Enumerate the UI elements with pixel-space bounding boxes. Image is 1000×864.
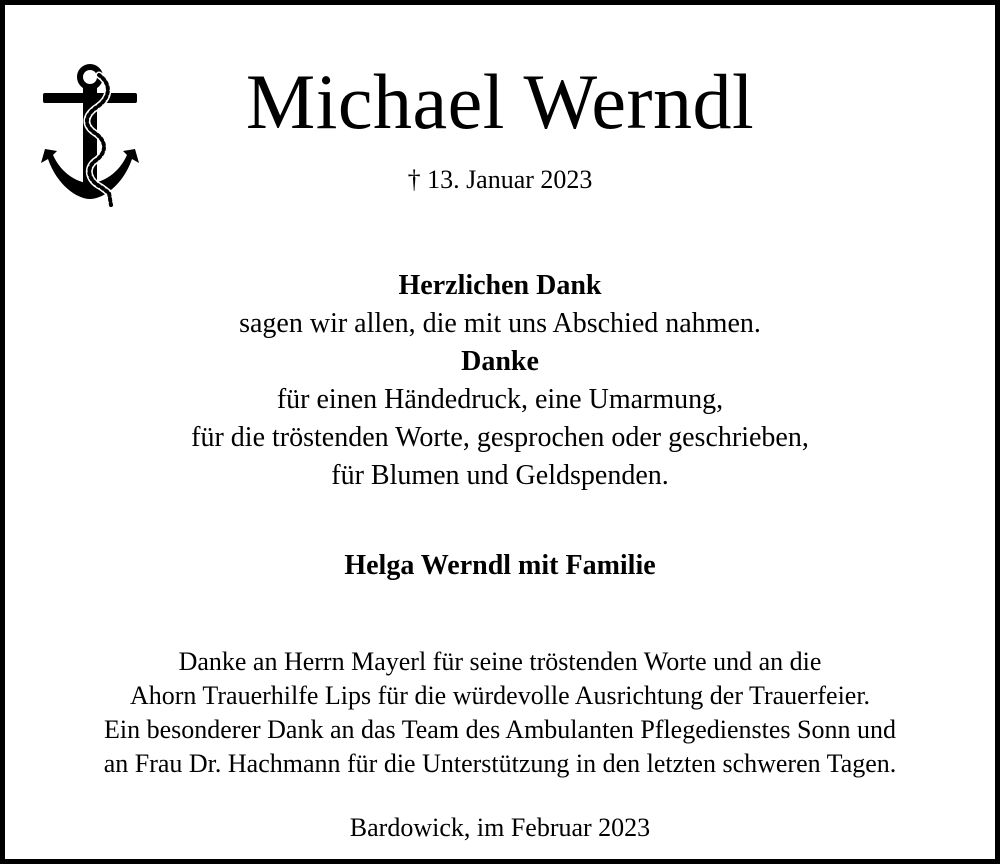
additional-line: Ein besonderer Dank an das Team des Ambulanten Pflegedienstes Sonn und (104, 715, 896, 744)
thanks-line: für einen Händedruck, eine Umarmung, (276, 384, 724, 415)
additional-thanks (5, 645, 995, 781)
additional-line: Ahorn Trauerhilfe Lips für die würdevolle Ausrichtung der Trauerfeier. (129, 681, 871, 710)
additional-line: Danke an Herrn Mayerl für seine tröstenden Worte und an die (178, 647, 822, 676)
additional-line: an Frau Dr. Hachmann für die Unterstützung in den letzten schweren Tagen. (103, 749, 897, 778)
thanks-line: sagen wir allen, die mit uns Abschied nahmen. (239, 308, 761, 339)
thanks-heading: Herzlichen Dank (398, 270, 602, 301)
place-date: Bardowick, im Februar 2023 (349, 813, 651, 842)
thanks-block (5, 267, 995, 495)
death-date: † 13. Januar 2023 (407, 165, 593, 194)
thanks-subheading: Danke (461, 346, 539, 377)
thanks-line: für Blumen und Geldspenden. (331, 460, 669, 491)
deceased-name: Michael Werndl (245, 58, 755, 145)
thanks-line: für die tröstenden Worte, gesprochen oder geschrieben, (191, 422, 809, 453)
family-signature: Helga Werndl mit Familie (344, 550, 656, 581)
